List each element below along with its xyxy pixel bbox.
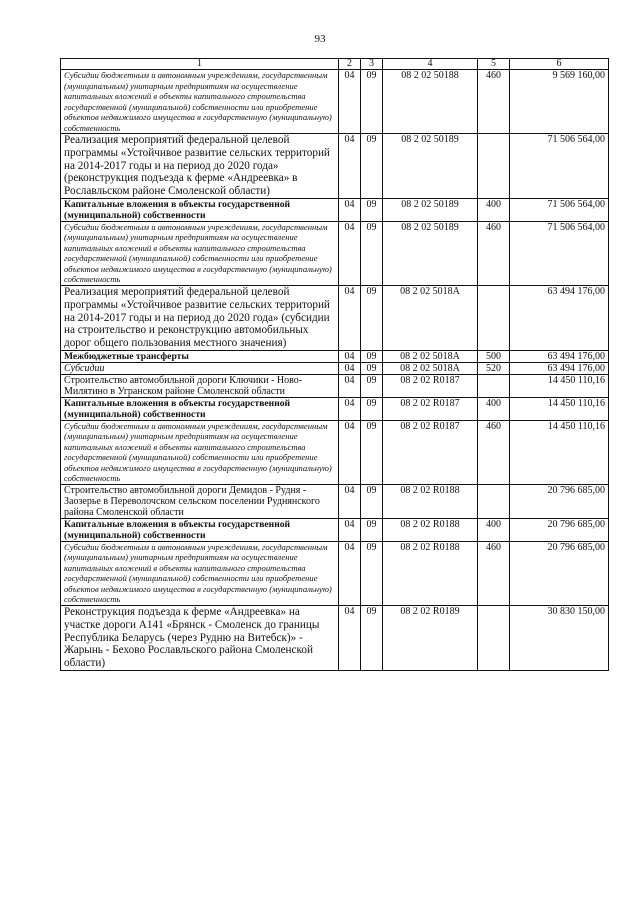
amount-cell: 71 506 564,00 — [510, 134, 609, 199]
section-code-cell: 04 — [339, 374, 361, 397]
subsection-code-cell: 09 — [361, 198, 383, 221]
target-article-code-cell: 08 2 02 50189 — [383, 221, 478, 285]
expense-type-code-cell: 500 — [478, 350, 510, 362]
amount-cell: 63 494 176,00 — [510, 350, 609, 362]
subsection-code-cell: 09 — [361, 541, 383, 605]
subsection-code-cell: 09 — [361, 362, 383, 374]
section-code-cell: 04 — [339, 484, 361, 518]
subsection-code-cell: 09 — [361, 420, 383, 484]
expense-type-code-cell: 460 — [478, 541, 510, 605]
table-row — [61, 484, 609, 518]
header-row — [61, 59, 609, 70]
section-code-cell: 04 — [339, 285, 361, 350]
expense-type-code-cell: 460 — [478, 221, 510, 285]
amount-cell: 63 494 176,00 — [510, 362, 609, 374]
item-name-cell: Субсидии бюджетным и автономным учреждениям, государственным (муниципальным) унитарным предприятиям на осуществление капитальных вложений в объекты капитального строительства государственной (муниципальной) собственности или приобретение объектов недвижимого имущества в государственную (муниципальную) собственность — [61, 221, 339, 285]
subsection-code-cell: 09 — [361, 285, 383, 350]
amount-cell: 9 569 160,00 — [510, 70, 609, 134]
amount-cell: 20 796 685,00 — [510, 484, 609, 518]
expense-type-code-cell: 400 — [478, 518, 510, 541]
item-name-cell: Субсидии бюджетным и автономным учреждениям, государственным (муниципальным) унитарным предприятиям на осуществление капитальных вложений в объекты капитального строительства государственной (муниципальной) собственности или приобретение объектов недвижимого имущества в государственную (муниципальную) собственность — [61, 70, 339, 134]
target-article-code-cell: 08 2 02 5018A — [383, 285, 478, 350]
table-row — [61, 362, 609, 374]
subsection-code-cell: 09 — [361, 397, 383, 420]
header-cell-6: 6 — [510, 59, 609, 70]
target-article-code-cell: 08 2 02 50189 — [383, 134, 478, 199]
expense-type-code-cell: 400 — [478, 198, 510, 221]
item-name-cell: Строительство автомобильной дороги Ключики - Ново-Милятино в Угранском районе Смоленской области — [61, 374, 339, 397]
subsection-code-cell: 09 — [361, 484, 383, 518]
target-article-code-cell: 08 2 02 R0187 — [383, 397, 478, 420]
table-row — [61, 420, 609, 484]
table-row — [61, 605, 609, 670]
section-code-cell: 04 — [339, 605, 361, 670]
target-article-code-cell: 08 2 02 50189 — [383, 198, 478, 221]
amount-cell: 14 450 110,16 — [510, 397, 609, 420]
subsection-code-cell: 09 — [361, 350, 383, 362]
subsection-code-cell: 09 — [361, 70, 383, 134]
item-name-cell: Строительство автомобильной дороги Демидов - Рудня - Заозерье в Переволочском сельском поселении Руднянского района Смоленской области — [61, 484, 339, 518]
table-row — [61, 285, 609, 350]
table-row — [61, 350, 609, 362]
item-name-cell: Субсидии — [61, 362, 339, 374]
expense-type-code-cell: 460 — [478, 420, 510, 484]
amount-cell: 71 506 564,00 — [510, 221, 609, 285]
amount-cell: 71 506 564,00 — [510, 198, 609, 221]
item-name-cell: Реализация мероприятий федеральной целевой программы «Устойчивое развитие сельских территорий на 2014-2017 годы и на период до 2020 года» (субсидии на строительство и реконструкцию автомобильных дорог общего пользования местного значения) — [61, 285, 339, 350]
expense-type-code-cell — [478, 484, 510, 518]
header-cell-5: 5 — [478, 59, 510, 70]
amount-cell: 63 494 176,00 — [510, 285, 609, 350]
amount-cell: 14 450 110,16 — [510, 420, 609, 484]
item-name-cell: Реализация мероприятий федеральной целевой программы «Устойчивое развитие сельских территорий на 2014-2017 годы и на период до 2020 года» (реконструкция подъезда к ферме «Андреевка» в Рославльском районе Смоленской области) — [61, 134, 339, 199]
table-row — [61, 541, 609, 605]
subsection-code-cell: 09 — [361, 221, 383, 285]
target-article-code-cell: 08 2 02 50188 — [383, 70, 478, 134]
amount-cell: 20 796 685,00 — [510, 518, 609, 541]
item-name-cell: Реконструкция подъезда к ферме «Андреевка» на участке дороги А141 «Брянск - Смоленск до границы Республика Беларусь (через Рудню на Витебск)» - Жарынь - Бехово Рославльского района Смоленской области) — [61, 605, 339, 670]
target-article-code-cell: 08 2 02 R0189 — [383, 605, 478, 670]
section-code-cell: 04 — [339, 350, 361, 362]
item-name-cell: Капитальные вложения в объекты государственной (муниципальной) собственности — [61, 198, 339, 221]
budget-table — [60, 58, 609, 671]
table-row — [61, 70, 609, 134]
item-name-cell: Капитальные вложения в объекты государственной (муниципальной) собственности — [61, 397, 339, 420]
amount-cell: 14 450 110,16 — [510, 374, 609, 397]
target-article-code-cell: 08 2 02 R0187 — [383, 420, 478, 484]
header-cell-3: 3 — [361, 59, 383, 70]
table-body — [61, 70, 609, 671]
expense-type-code-cell: 460 — [478, 70, 510, 134]
table-row — [61, 374, 609, 397]
header-cell-1: 1 — [61, 59, 339, 70]
item-name-cell: Капитальные вложения в объекты государственной (муниципальной) собственности — [61, 518, 339, 541]
table-row — [61, 397, 609, 420]
expense-type-code-cell — [478, 605, 510, 670]
section-code-cell: 04 — [339, 541, 361, 605]
table-row — [61, 518, 609, 541]
table-row — [61, 134, 609, 199]
target-article-code-cell: 08 2 02 5018A — [383, 350, 478, 362]
page-number: 93 — [314, 33, 326, 45]
expense-type-code-cell — [478, 134, 510, 199]
expense-type-code-cell: 520 — [478, 362, 510, 374]
target-article-code-cell: 08 2 02 R0187 — [383, 374, 478, 397]
subsection-code-cell: 09 — [361, 605, 383, 670]
section-code-cell: 04 — [339, 397, 361, 420]
subsection-code-cell: 09 — [361, 374, 383, 397]
subsection-code-cell: 09 — [361, 518, 383, 541]
table-row — [61, 198, 609, 221]
section-code-cell: 04 — [339, 198, 361, 221]
section-code-cell: 04 — [339, 70, 361, 134]
expense-type-code-cell — [478, 374, 510, 397]
amount-cell: 30 830 150,00 — [510, 605, 609, 670]
expense-type-code-cell — [478, 285, 510, 350]
item-name-cell: Субсидии бюджетным и автономным учреждениям, государственным (муниципальным) унитарным предприятиям на осуществление капитальных вложений в объекты капитального строительства государственной (муниципальной) собственности или приобретение объектов недвижимого имущества в государственную (муниципальную) собственность — [61, 420, 339, 484]
header-cell-2: 2 — [339, 59, 361, 70]
section-code-cell: 04 — [339, 134, 361, 199]
target-article-code-cell: 08 2 02 R0188 — [383, 484, 478, 518]
item-name-cell: Субсидии бюджетным и автономным учреждениям, государственным (муниципальным) унитарным предприятиям на осуществление капитальных вложений в объекты капитального строительства государственной (муниципальной) собственности или приобретение объектов недвижимого имущества в государственную (муниципальную) собственность — [61, 541, 339, 605]
header-cell-4: 4 — [383, 59, 478, 70]
target-article-code-cell: 08 2 02 5018A — [383, 362, 478, 374]
target-article-code-cell: 08 2 02 R0188 — [383, 541, 478, 605]
section-code-cell: 04 — [339, 518, 361, 541]
expense-type-code-cell: 400 — [478, 397, 510, 420]
target-article-code-cell: 08 2 02 R0188 — [383, 518, 478, 541]
section-code-cell: 04 — [339, 420, 361, 484]
amount-cell: 20 796 685,00 — [510, 541, 609, 605]
table-row — [61, 221, 609, 285]
section-code-cell: 04 — [339, 362, 361, 374]
section-code-cell: 04 — [339, 221, 361, 285]
subsection-code-cell: 09 — [361, 134, 383, 199]
item-name-cell: Межбюджетные трансферты — [61, 350, 339, 362]
